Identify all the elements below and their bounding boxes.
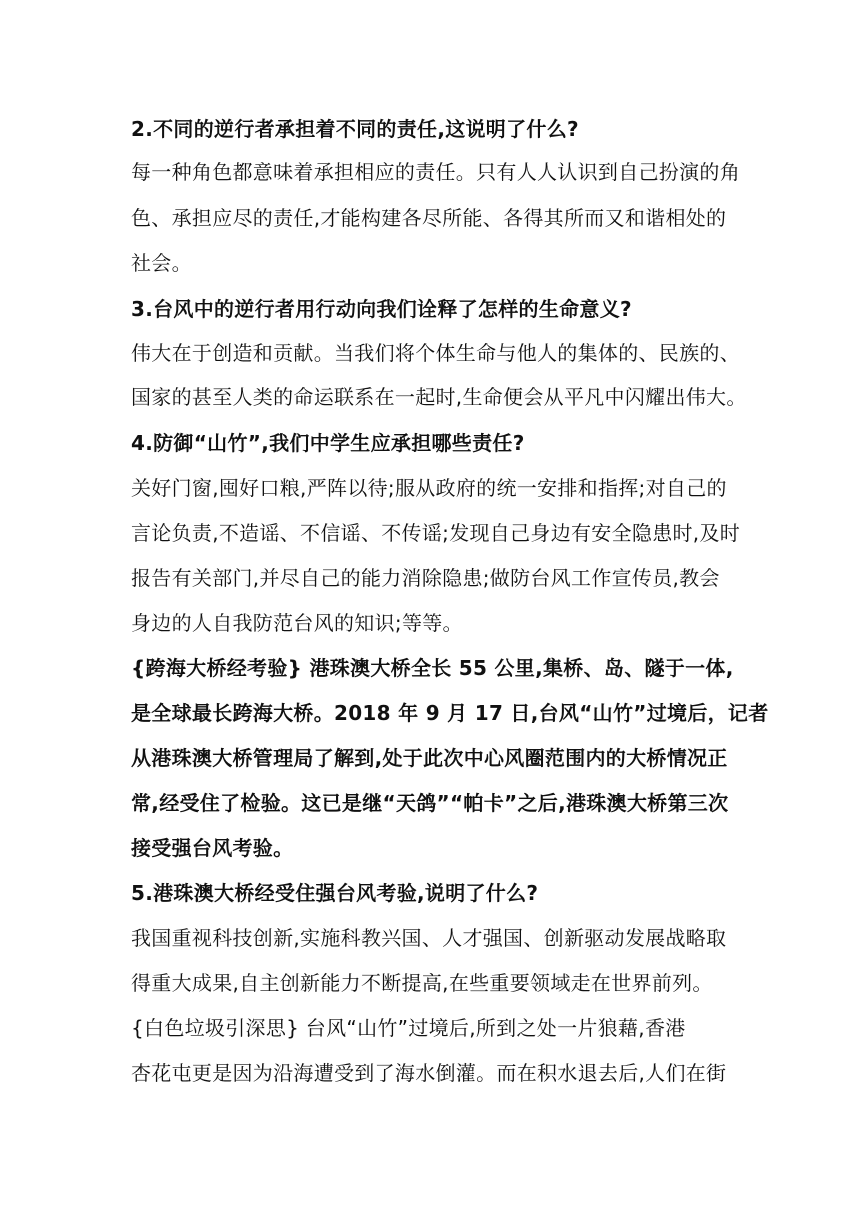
section-bridge-line-2: 是全球最长跨海大桥。2018 年 9 月 17 日,台风“山竹”过境后，记者 [131,701,769,725]
question-3: 3.台风中的逆行者用行动向我们诠释了怎样的生命意义? [131,297,632,321]
answer-3-line-1: 伟大在于创造和贡献。当我们将个体生命与他人的集体的、民族的、 [131,341,740,365]
answer-3-line-2: 国家的甚至人类的命运联系在一起时,生命便会从平凡中闪耀出伟大。 [131,385,747,409]
section-bridge-line-5: 接受强台风考验。 [131,836,294,860]
answer-5-line-2: 得重大成果,自主创新能力不断提高,在些重要领域走在世界前列。 [131,971,713,995]
question-5: 5.港珠澳大桥经受住强台风考验,说明了什么? [131,881,539,905]
answer-4-line-2: 言论负责,不造谣、不信谣、不传谣;发现自己身边有安全隐患时,及时 [131,521,741,545]
section-bridge-line-1: {跨海大桥经考验} 港珠澳大桥全长 55 公里,集桥、岛、隧于一体, [131,656,734,680]
answer-5-line-1: 我国重视科技创新,实施科教兴国、人才强国、创新驱动发展战略取 [131,926,727,950]
section-bridge-line-3: 从港珠澳大桥管理局了解到,处于此次中心风圈范围内的大桥情况正 [131,746,728,770]
answer-4-line-1: 关好门窗,囤好口粮,严阵以待;服从政府的统一安排和指挥;对自己的 [131,476,727,500]
answer-2-line-2: 色、承担应尽的责任,才能构建各尽所能、各得其所而又和谐相处的 [131,206,727,230]
section-bridge-line-4: 常,经受住了检验。这已是继“天鸽”“帕卡”之后,港珠澳大桥第三次 [131,791,729,815]
answer-2-line-1: 每一种角色都意味着承担相应的责任。只有人人认识到自己扮演的角 [131,160,740,184]
answer-4-line-3: 报告有关部门,并尽自己的能力消除隐患;做防台风工作宣传员,教会 [131,566,720,590]
question-2: 2.不同的逆行者承担着不同的责任,这说明了什么? [131,117,579,141]
answer-4-line-4: 身边的人自我防范台风的知识;等等。 [131,611,463,635]
question-4: 4.防御“山竹”,我们中学生应承担哪些责任? [131,431,525,455]
section-plastic-line-2: 杏花屯更是因为沿海遭受到了海水倒灌。而在积水退去后,人们在街 [131,1061,727,1085]
answer-2-line-3: 社会。 [131,251,192,275]
section-plastic-line-1: {白色垃圾引深思} 台风“山竹”过境后,所到之处一片狼藉,香港 [131,1016,686,1040]
